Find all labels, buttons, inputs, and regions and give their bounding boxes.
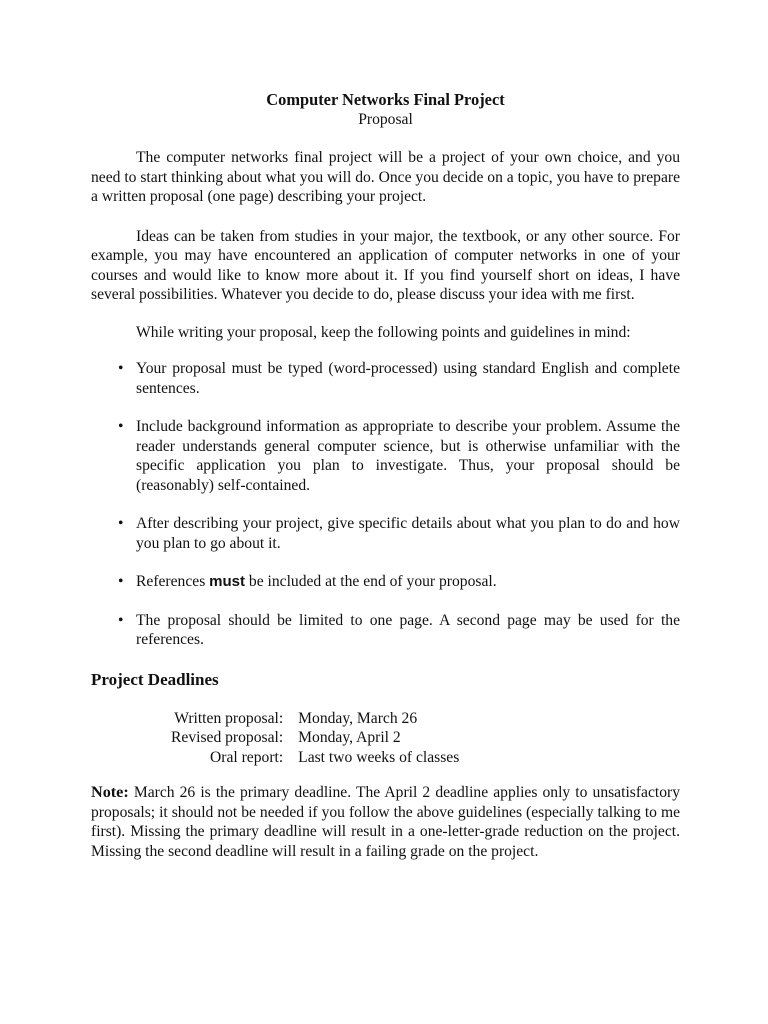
bullet-icon: • (118, 418, 124, 435)
deadlines-heading: Project Deadlines (91, 669, 219, 689)
guideline-text: The proposal should be limited to one page. A second page may be used for the references. (136, 611, 680, 648)
guideline-text: After describing your project, give specific details about what you plan to do and how you plan to go about it. (136, 515, 680, 552)
note-paragraph (91, 783, 680, 861)
document-title: Computer Networks Final Project (266, 90, 505, 109)
references-emphasis: must (209, 573, 246, 590)
deadline-value: Last two weeks of classes (298, 748, 460, 766)
guideline-item (91, 417, 680, 495)
deadline-label: Oral report: (210, 748, 284, 766)
references-text-after: be included at the end of your proposal. (245, 573, 497, 590)
note-label: Note: (91, 783, 129, 801)
deadline-row (171, 728, 459, 748)
intro-paragraph: The computer networks final project will be a project of your own choice, and you need to start thinking about what you will do. Once you decide on a topic, you have to prepare a written proposal (one page) describing your project. (91, 149, 680, 205)
guideline-text: Your proposal must be typed (word-processed) using standard English and complete sentences. (136, 360, 680, 397)
references-text-before: References (136, 573, 210, 590)
guideline-text: Include background information as appropriate to describe your problem. Assume the reader understands general computer science, but is otherwise unfamiliar with the specific application you plan to investigate. Thus, your proposal should be (reasonably) self-contained. (136, 418, 680, 494)
deadline-value: Monday, March 26 (298, 709, 418, 727)
deadline-row (171, 709, 459, 729)
deadlines-table (171, 709, 459, 768)
document-page (91, 90, 680, 861)
guideline-item (91, 611, 680, 650)
guideline-item-references (91, 572, 680, 592)
deadline-label: Revised proposal: (171, 729, 284, 746)
note-text: March 26 is the primary deadline. The April 2 deadline applies only to unsatisfactory proposals; it should not be needed if you follow the above guidelines (especially talking to me first). Missing the primary deadline will result in a one-letter-grade reduction on the project. Missing the second deadline will result in a failing grade on the project. (91, 784, 680, 860)
guideline-item (91, 359, 680, 398)
deadline-row (171, 748, 459, 768)
guideline-item (91, 514, 680, 553)
guidelines-intro-paragraph: While writing your proposal, keep the following points and guidelines in mind: (136, 323, 631, 341)
ideas-paragraph: Ideas can be taken from studies in your major, the textbook, or any other source. For example, you may have encountered an application of computer networks in one of your courses and would like to know more about it. If you find yourself short on ideas, I have several possibilities. Whatever you decide to do, please discuss your idea with me first. (91, 227, 680, 303)
bullet-icon: • (118, 360, 124, 377)
guidelines-list (91, 359, 680, 650)
document-subtitle: Proposal (358, 111, 413, 128)
deadline-value: Monday, April 2 (298, 729, 401, 746)
bullet-icon: • (118, 573, 124, 590)
deadline-label: Written proposal: (174, 709, 284, 727)
bullet-icon: • (118, 515, 124, 532)
bullet-icon: • (118, 611, 124, 629)
